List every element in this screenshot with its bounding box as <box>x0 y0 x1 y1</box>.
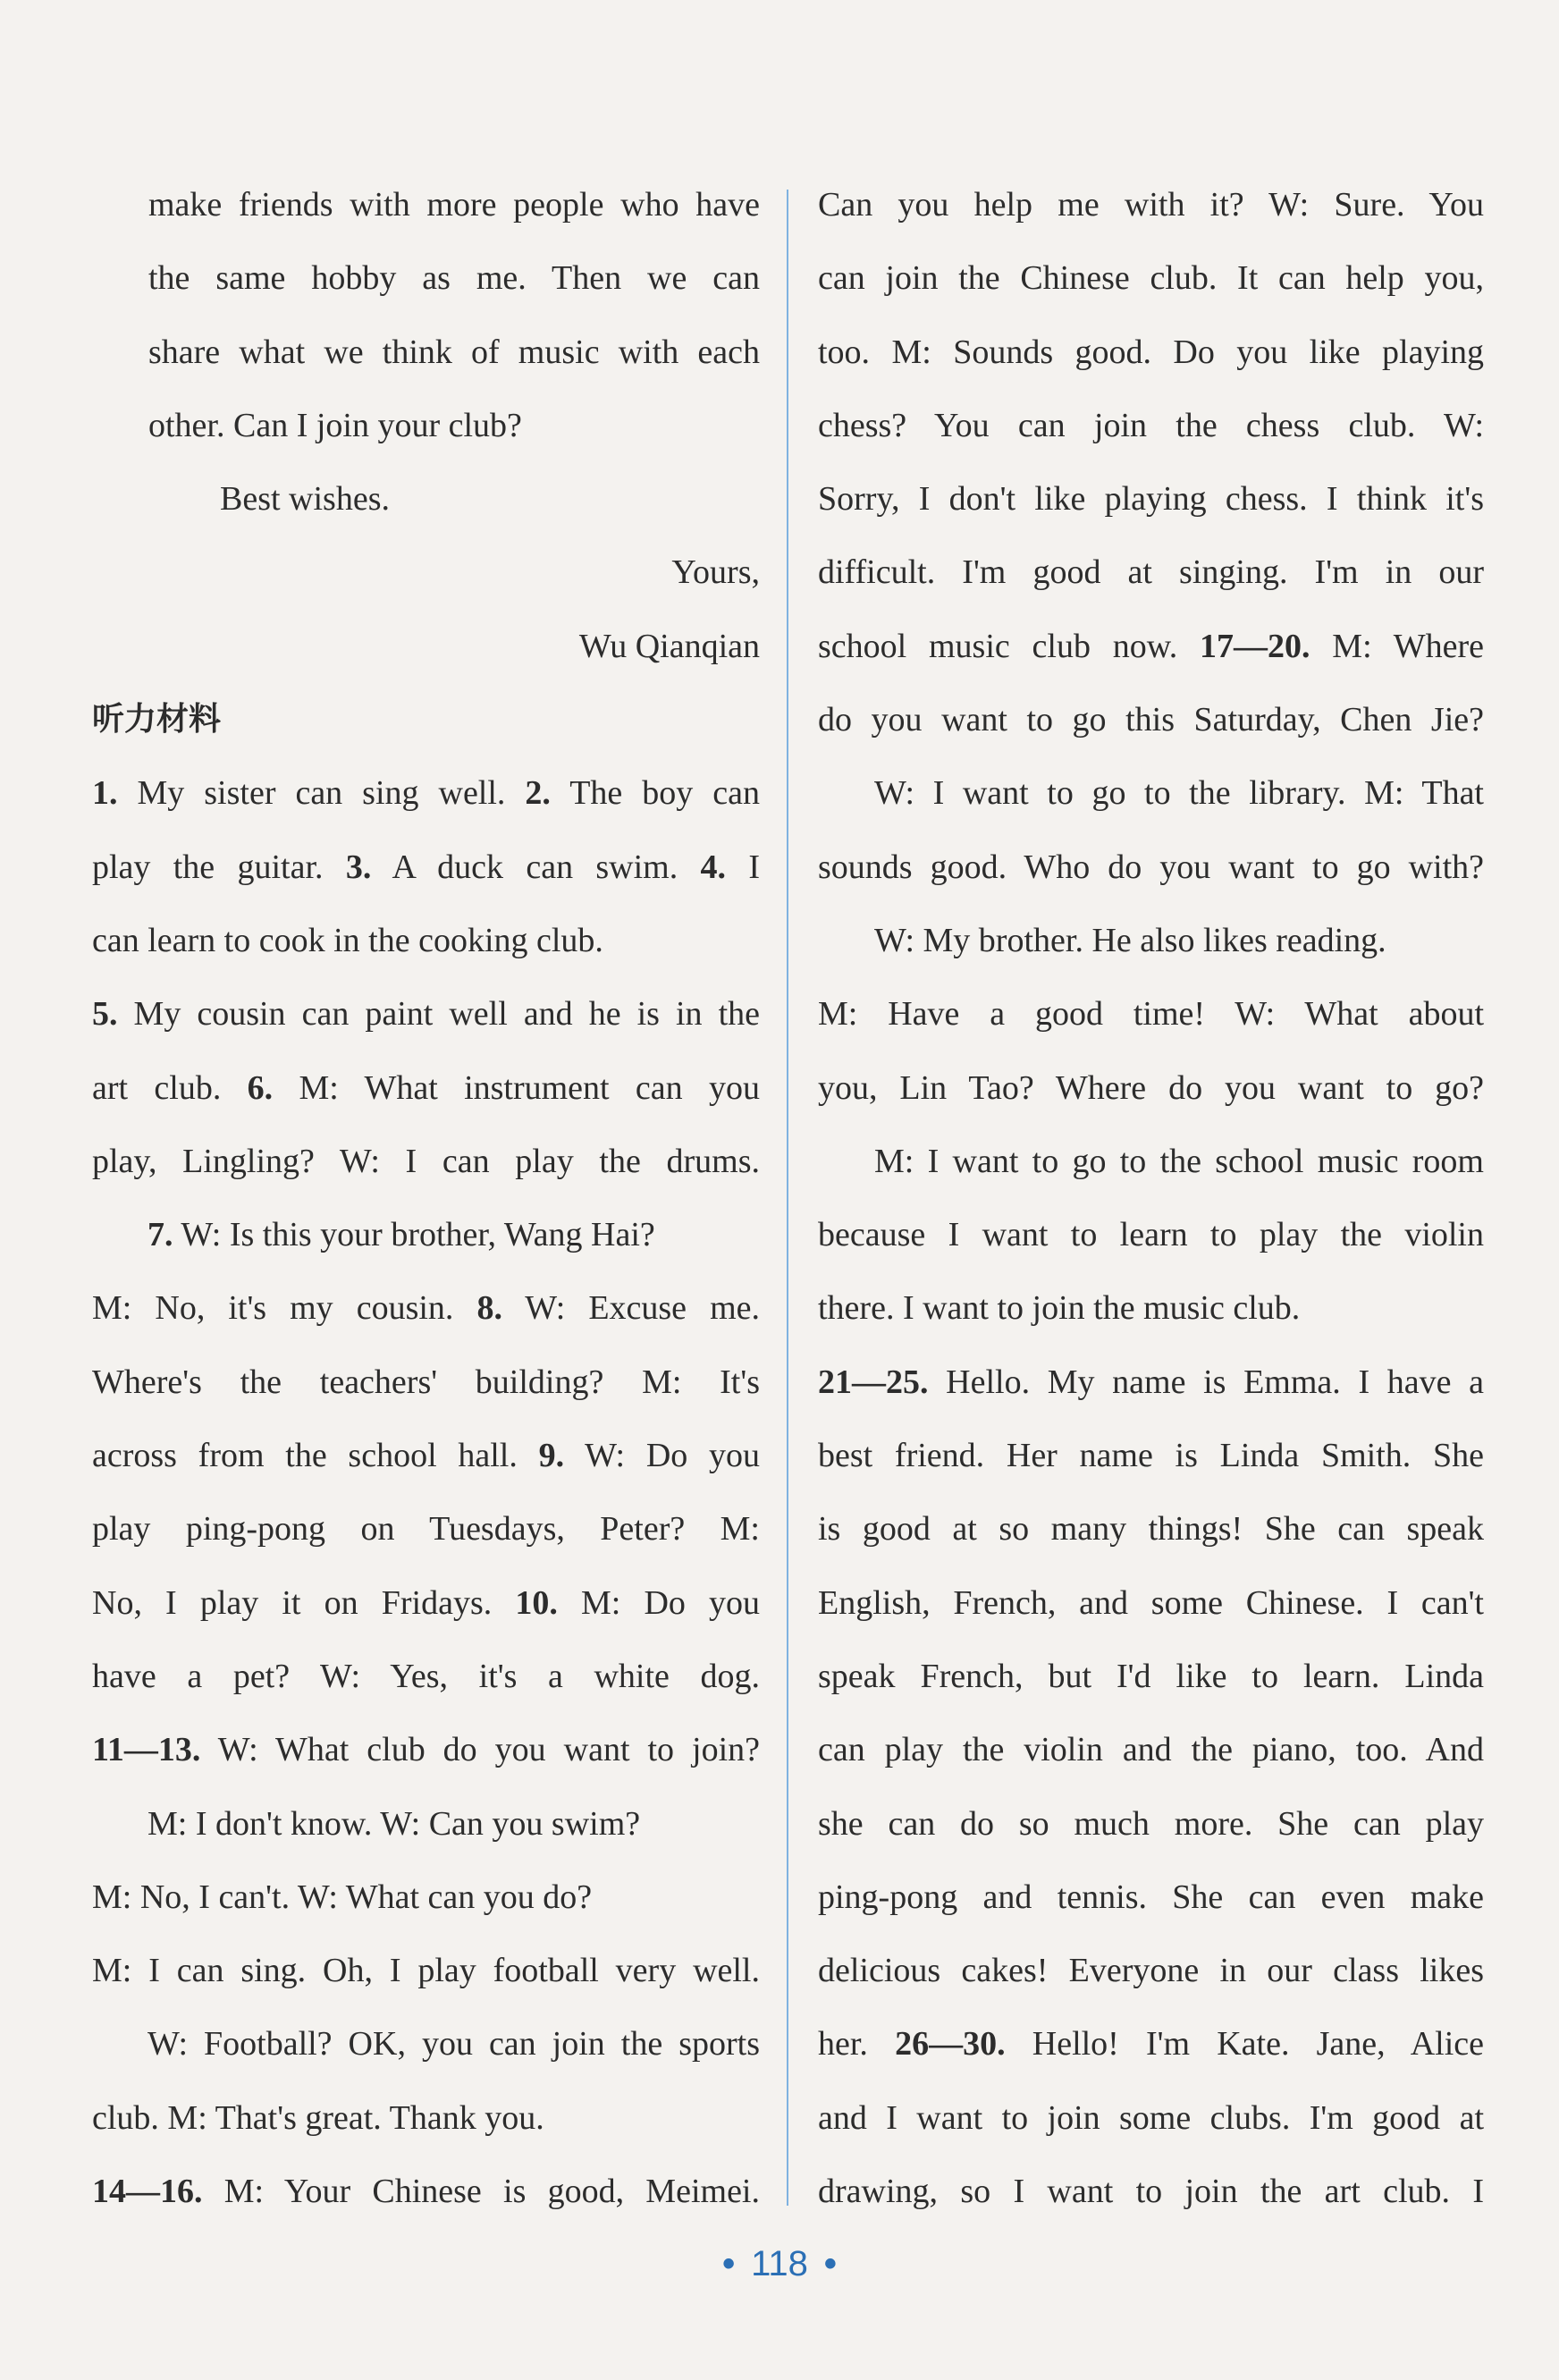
text-run: Sorry, I don't like playing chess. I think it's <box>818 480 1484 519</box>
letter-line: the same hobby as me. Then we can <box>148 259 760 298</box>
text-line <box>92 977 760 1051</box>
right-column <box>818 168 1484 2228</box>
item-number: 2. <box>525 774 551 813</box>
item-number: 6. <box>247 1068 274 1107</box>
text-run: best friend. Her name is Linda Smith. She <box>818 1437 1484 1475</box>
text-line <box>818 1271 1484 1345</box>
text-run: across from the school hall. <box>92 1437 539 1475</box>
page-number <box>0 2244 1559 2284</box>
letter-line: share what we think of music with each <box>148 333 760 371</box>
section-heading: 听力材料 <box>92 701 222 738</box>
text-line <box>92 1051 760 1125</box>
text-line <box>92 2081 760 2155</box>
text-run: her. <box>818 2025 896 2064</box>
letter-line: Best wishes. <box>220 480 390 519</box>
text-line <box>818 1419 1484 1492</box>
letter-line: other. Can I join your club? <box>148 406 522 444</box>
text-run: M: I can sing. Oh, I play football very well. <box>92 1952 760 1990</box>
item-number: 3. <box>345 848 372 886</box>
item-number: 5. <box>92 995 118 1034</box>
letter-line: make friends with more people who have <box>148 186 760 224</box>
text-line <box>92 1787 760 1861</box>
text-run: ping-pong and tennis. She can even make <box>818 1878 1484 1916</box>
text-run: M: What instrument can you <box>273 1068 760 1107</box>
text-run: art club. <box>92 1068 248 1107</box>
letter-closing <box>92 168 760 683</box>
text-line <box>92 1419 760 1492</box>
text-line <box>92 904 760 977</box>
text-line <box>818 610 1484 683</box>
item-number: 10. <box>515 1583 558 1622</box>
page-number-text: 118 <box>751 2244 808 2283</box>
text-run: play ping-pong on Tuesdays, Peter? M: <box>92 1510 760 1549</box>
item-number: 14—16. <box>92 2173 203 2211</box>
text-run: chess? You can join the chess club. W: <box>818 406 1484 444</box>
text-run: and I want to join some clubs. I'm good at <box>818 2098 1484 2137</box>
item-number: 17—20. <box>1200 627 1310 665</box>
text-run: Can you help me with it? W: Sure. You <box>818 186 1484 224</box>
text-run: Hello! I'm Kate. Jane, Alice <box>1005 2025 1484 2064</box>
text-line <box>818 1934 1484 2007</box>
text-line <box>818 462 1484 536</box>
text-line <box>92 1271 760 1345</box>
text-run: difficult. I'm good at singing. I'm in our <box>818 553 1484 592</box>
text-line <box>818 683 1484 756</box>
text-line <box>92 1934 760 2007</box>
text-run: club. M: That's great. Thank you. <box>92 2098 544 2137</box>
text-line <box>818 1861 1484 1934</box>
item-number: 9. <box>538 1437 565 1475</box>
text-run: W: Excuse me. <box>501 1289 760 1328</box>
text-run: W: My brother. He also likes reading. <box>874 921 1386 959</box>
text-run: M: Where <box>1310 627 1484 665</box>
item-number: 8. <box>476 1289 502 1328</box>
text-run: drawing, so I want to join the art club. I <box>818 2173 1484 2211</box>
item-number: 21—25. <box>818 1363 929 1401</box>
text-line <box>818 241 1484 315</box>
text-run: My cousin can paint well and he is in the <box>117 995 760 1034</box>
text-run: My sister can sing well. <box>117 774 526 813</box>
text-run: there. I want to join the music club. <box>818 1289 1301 1328</box>
text-line <box>92 1566 760 1640</box>
item-number: 11—13. <box>92 1731 201 1769</box>
text-line <box>92 1861 760 1934</box>
text-run: school music club now. <box>818 627 1201 665</box>
letter-line: Wu Qianqian <box>578 627 760 665</box>
text-run: M: Do you <box>557 1583 760 1622</box>
text-line <box>92 1125 760 1198</box>
text-line <box>818 1566 1484 1640</box>
column-divider <box>787 190 788 2206</box>
text-run: English, French, and some Chinese. I can't <box>818 1583 1484 1622</box>
text-line <box>92 1346 760 1419</box>
text-run: A duck can swim. <box>371 848 701 886</box>
text-run: No, I play it on Fridays. <box>92 1583 516 1622</box>
text-line <box>818 1787 1484 1861</box>
text-run: have a pet? W: Yes, it's a white dog. <box>92 1657 760 1695</box>
text-run: sounds good. Who do you want to go with? <box>818 848 1484 886</box>
text-run: can learn to cook in the cooking club. <box>92 921 603 959</box>
text-line <box>92 1640 760 1713</box>
text-run: M: No, it's my cousin. <box>92 1289 477 1328</box>
text-run: M: Have a good time! W: What about <box>818 995 1484 1034</box>
text-line <box>92 2155 760 2228</box>
letter-line: Yours, <box>671 553 760 592</box>
text-run: I <box>726 848 760 886</box>
listening-script-right <box>818 168 1484 2228</box>
text-run: M: I don't know. W: Can you swim? <box>147 1804 641 1843</box>
text-run: delicious cakes! Everyone in our class likes <box>818 1952 1484 1990</box>
item-number: 7. <box>147 1216 173 1254</box>
text-run: Where's the teachers' building? M: It's <box>92 1363 760 1401</box>
text-line <box>92 1492 760 1566</box>
text-run: you, Lin Tao? Where do you want to go? <box>818 1068 1484 1107</box>
item-number: 1. <box>92 774 118 813</box>
text-run: M: I want to go to the school music room <box>874 1142 1484 1180</box>
text-line <box>92 2007 760 2080</box>
page-dot-right: • <box>823 2244 837 2283</box>
text-line <box>818 977 1484 1051</box>
text-line <box>818 1125 1484 1198</box>
item-number: 26—30. <box>895 2025 1006 2064</box>
text-run: play, Lingling? W: I can play the drums. <box>92 1142 760 1180</box>
text-run: The boy can <box>550 774 760 813</box>
text-run: is good at so many things! She can speak <box>818 1510 1484 1549</box>
text-run: she can do so much more. She can play <box>818 1804 1484 1843</box>
text-line <box>92 831 760 904</box>
text-line <box>818 389 1484 462</box>
text-line <box>818 831 1484 904</box>
text-line <box>92 756 760 830</box>
text-run: W: Do you <box>564 1437 760 1475</box>
text-line <box>92 1713 760 1786</box>
text-line <box>818 2155 1484 2228</box>
text-line <box>818 1492 1484 1566</box>
page-dot-left: • <box>722 2244 736 2283</box>
text-run: W: What club do you want to join? <box>200 1731 760 1769</box>
text-line <box>818 316 1484 389</box>
text-run: speak French, but I'd like to learn. Linda <box>818 1657 1484 1695</box>
listening-script-left <box>92 756 760 2228</box>
text-run: play the guitar. <box>92 848 346 886</box>
text-run: because I want to learn to play the violin <box>818 1216 1484 1254</box>
text-line <box>818 1198 1484 1271</box>
text-line <box>818 1713 1484 1786</box>
text-run: M: Your Chinese is good, Meimei. <box>202 2173 760 2211</box>
text-line <box>818 2007 1484 2080</box>
text-run: do you want to go this Saturday, Chen Jie? <box>818 701 1484 739</box>
text-run: can play the violin and the piano, too. And <box>818 1731 1484 1769</box>
text-line <box>818 536 1484 609</box>
text-line <box>818 2081 1484 2155</box>
text-line <box>818 756 1484 830</box>
left-column <box>92 168 760 2228</box>
text-line <box>818 1346 1484 1419</box>
text-line <box>92 1198 760 1271</box>
text-run: W: Is this your brother, Wang Hai? <box>173 1216 655 1254</box>
text-line <box>818 1051 1484 1125</box>
text-run: W: Football? OK, you can join the sports <box>147 2025 760 2064</box>
text-line <box>818 168 1484 241</box>
text-run: W: I want to go to the library. M: That <box>874 774 1484 813</box>
text-line <box>818 904 1484 977</box>
text-run: can join the Chinese club. It can help you, <box>818 259 1484 298</box>
text-run: Hello. My name is Emma. I have a <box>928 1363 1484 1401</box>
item-number: 4. <box>700 848 727 886</box>
text-line <box>818 1640 1484 1713</box>
text-run: too. M: Sounds good. Do you like playing <box>818 333 1484 371</box>
text-run: M: No, I can't. W: What can you do? <box>92 1878 593 1916</box>
